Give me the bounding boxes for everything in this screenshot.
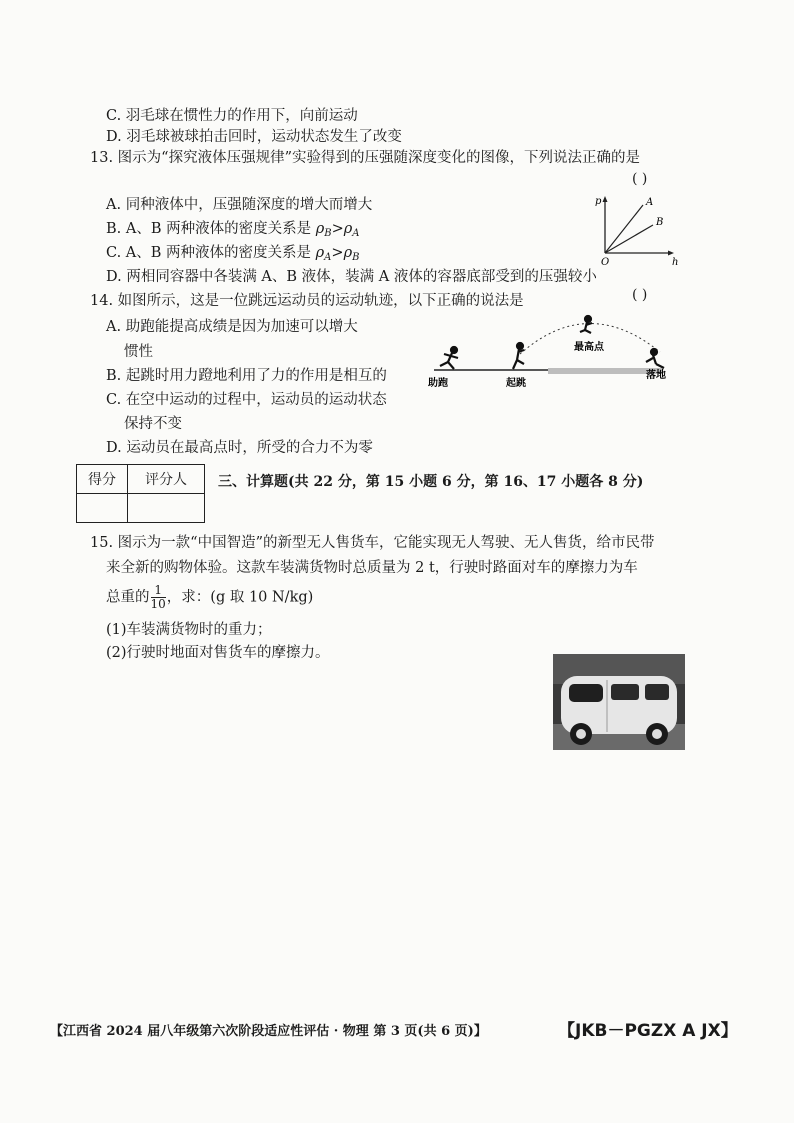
long-jump-figure (428, 314, 688, 389)
runner-icon (440, 347, 458, 369)
q13-option-c: C. A、B 两种液体的密度关系是 $\rho_A>\rho_B$ (106, 245, 360, 263)
q14-option-b: B. 起跳时用力蹬地利用了力的作用是相互的 (106, 368, 387, 384)
graph-line-a-label: A (646, 197, 654, 208)
q14-option-d: D. 运动员在最高点时，所受的合力不为零 (106, 440, 373, 456)
graph-origin-label: O (601, 257, 610, 268)
grader-header: 评分人 (128, 465, 205, 494)
score-cell (77, 494, 128, 523)
q14-option-c-line2: 保持不变 (124, 416, 182, 432)
q15-subquestion-2: (2)行驶时地面对售货车的摩擦力。 (106, 645, 330, 661)
q14-stem: 14. 如图所示，这是一位跳远运动员的运动轨迹，以下正确的说法是 (90, 293, 524, 309)
q14-option-c-line1: C. 在空中运动的过程中，运动员的运动状态 (106, 392, 387, 408)
q14-answer-paren: ( ) (632, 287, 648, 303)
landing-label: 落地 (646, 370, 666, 381)
grader-cell (128, 494, 205, 523)
q15-line1: 15. 图示为一款“中国智造”的新型无人售货车，它能实现无人驾驶、无人售货，给市民带 (90, 535, 655, 551)
pressure-depth-graph (595, 195, 685, 268)
exam-code: 【JKB－PGZX A JX】 (558, 1021, 738, 1041)
landing-athlete-icon (646, 349, 664, 368)
unmanned-vending-vehicle-photo (553, 654, 685, 750)
q14-option-a-line2: 惯性 (124, 344, 153, 360)
q13-answer-paren: ( ) (632, 171, 648, 187)
q15-line2: 来全新的购物体验。这款车装满货物时总质量为 2 t，行驶时路面对车的摩擦力为车 (106, 560, 638, 576)
score-header: 得分 (77, 465, 128, 494)
q12-option-c: C. 羽毛球在惯性力的作用下，向前运动 (106, 108, 358, 124)
q13-stem: 13. 图示为“探究液体压强规律”实验得到的压强随深度变化的图像，下列说法正确的是 (90, 150, 640, 166)
airborne-athlete-icon (580, 316, 592, 333)
q12-option-d: D. 羽毛球被球拍击回时，运动状态发生了改变 (106, 129, 402, 145)
q13-option-a: A. 同种液体中，压强随深度的增大而增大 (106, 197, 373, 213)
q13-option-d: D. 两相同容器中各装满 A、B 液体，装满 A 液体的容器底部受到的压强较小 (106, 269, 597, 285)
score-table (76, 464, 205, 523)
run-label: 助跑 (428, 378, 448, 389)
section-3-heading: 三、计算题(共 22 分，第 15 小题 6 分，第 16、17 小题各 8 分) (218, 474, 644, 490)
q14-option-a-line1: A. 助跑能提高成绩是因为加速可以增大 (106, 319, 358, 335)
takeoff-athlete-icon (513, 343, 524, 369)
highest-point-label: 最高点 (574, 342, 604, 353)
graph-line-a (605, 205, 643, 253)
takeoff-label: 起跳 (506, 378, 526, 389)
q15-line3: 总重的 $\frac{1}{10}$ ，求：(g 取 10 N/kg) (106, 583, 314, 611)
fraction-one-tenth: $\frac{1}{10}$ (150, 583, 166, 611)
graph-x-label: h (672, 257, 679, 268)
graph-line-b-label: B (656, 217, 664, 228)
q15-subquestion-1: (1)车装满货物时的重力； (106, 622, 272, 638)
q13-option-b: B. A、B 两种液体的密度关系是 $\rho_B>\rho_A$ (106, 221, 360, 239)
graph-line-b (605, 225, 653, 253)
graph-y-label: p (595, 196, 602, 207)
page-footer: 【江西省 2024 届八年级第六次阶段适应性评估 · 物理 第 3 页(共 6 页)】 (50, 1024, 487, 1039)
